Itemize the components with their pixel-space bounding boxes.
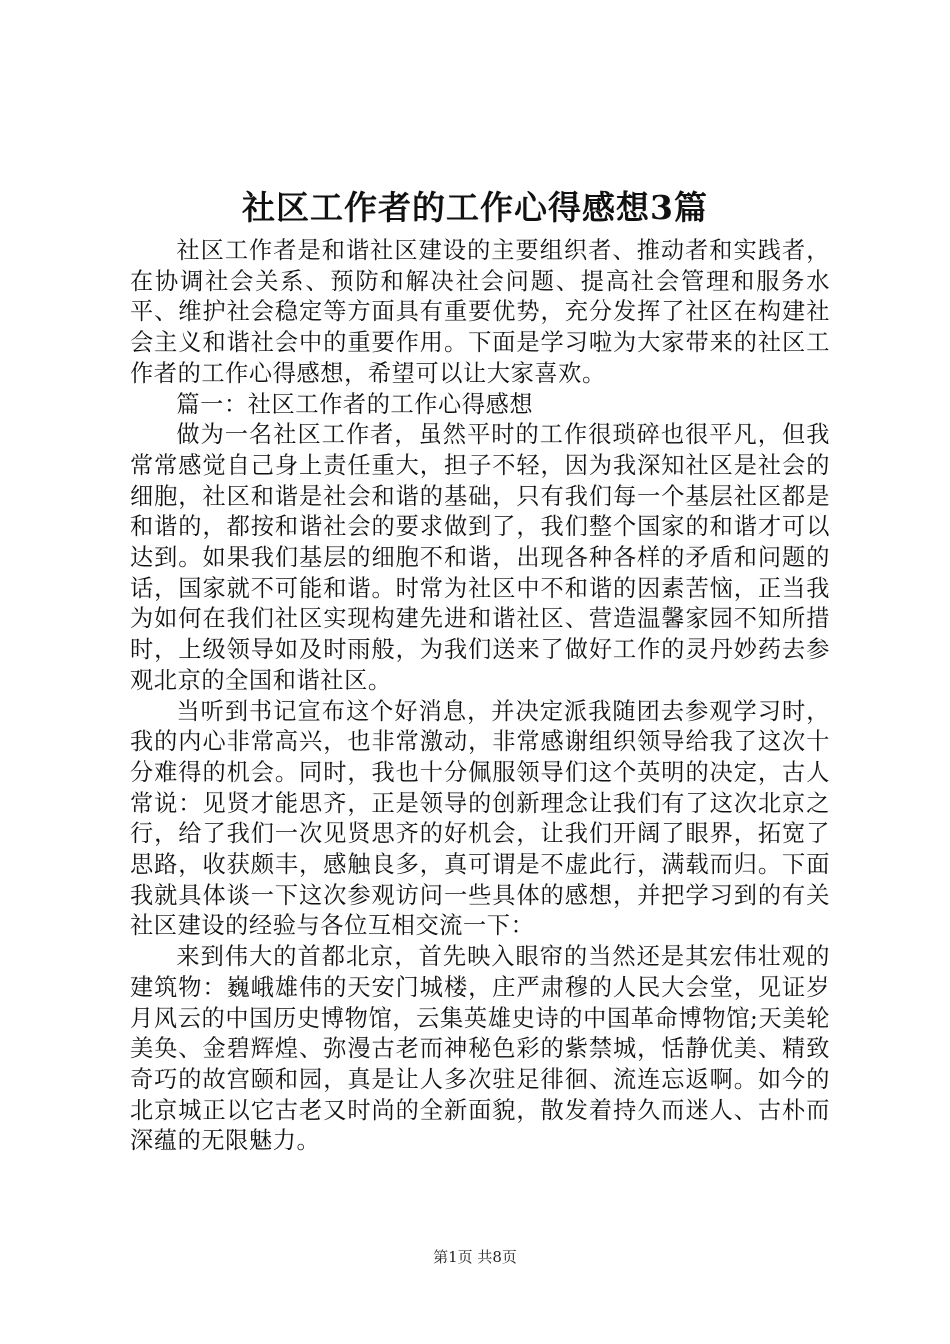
section-heading: 篇一：社区工作者的工作心得感想 [176,390,534,418]
document-title: 社区工作者的工作心得感想3篇 [242,188,708,227]
body-paragraph: 来到伟大的首都北京，首先映入眼帘的当然还是其宏伟壮观的建筑物：巍峨雄伟的天安门城楼，庄严肃穆的人民大会堂，见证岁月风云的中国历史博物馆，云集英雄史诗的中国革命博物馆;天美轮美奂、金碧辉煌、弥漫古老而神秘色彩的紫禁城，恬静优美、精致奇巧的故宫颐和园，真是让人多次驻足徘徊、流连忘返啊。如今的北京城正以它古老又时尚的全新面貌，散发着持久而迷人、古朴而深蕴的无限魅力。 [130,943,830,1155]
body-paragraph: 当听到书记宣布这个好消息，并决定派我随团去参观学习时，我的内心非常高兴，也非常激动，非常感谢组织领导给我了这次十分难得的机会。同时，我也十分佩服领导们这个英明的决定，古人常说：见贤才能思齐，正是领导的创新理念让我们有了这次北京之行，给了我们一次见贤思齐的好机会，让我们开阔了眼界，拓宽了思路，收获颇丰，感触良多，真可谓是不虚此行，满载而归。下面我就具体谈一下这次参观访问一些具体的感想，并把学习到的有关社区建设的经验与各位互相交流一下： [130,697,830,940]
document-body [130,236,830,1157]
page-number-footer: 第1页 共8页 [433,1248,517,1266]
body-paragraph: 做为一名社区工作者，虽然平时的工作很琐碎也很平凡，但我常常感觉自己身上责任重大，担子不轻，因为我深知社区是社会的细胞，社区和谐是社会和谐的基础，只有我们每一个基层社区都是和谐的，都按和谐社会的要求做到了，我们整个国家的和谐才可以达到。如果我们基层的细胞不和谐，出现各种各样的矛盾和问题的话，国家就不可能和谐。时常为社区中不和谐的因素苦恼，正当我为如何在我们社区实现构建先进和谐社区、营造温馨家园不知所措时，上级领导如及时雨般，为我们送来了做好工作的灵丹妙药去参观北京的全国和谐社区。 [130,421,830,694]
intro-paragraph: 社区工作者是和谐社区建设的主要组织者、推动者和实践者，在协调社会关系、预防和解决社会问题、提高社会管理和服务水平、维护社会稳定等方面具有重要优势，充分发挥了社区在构建社会主义和谐社会中的重要作用。下面是学习啦为大家带来的社区工作者的工作心得感想，希望可以让大家喜欢。 [130,237,830,387]
